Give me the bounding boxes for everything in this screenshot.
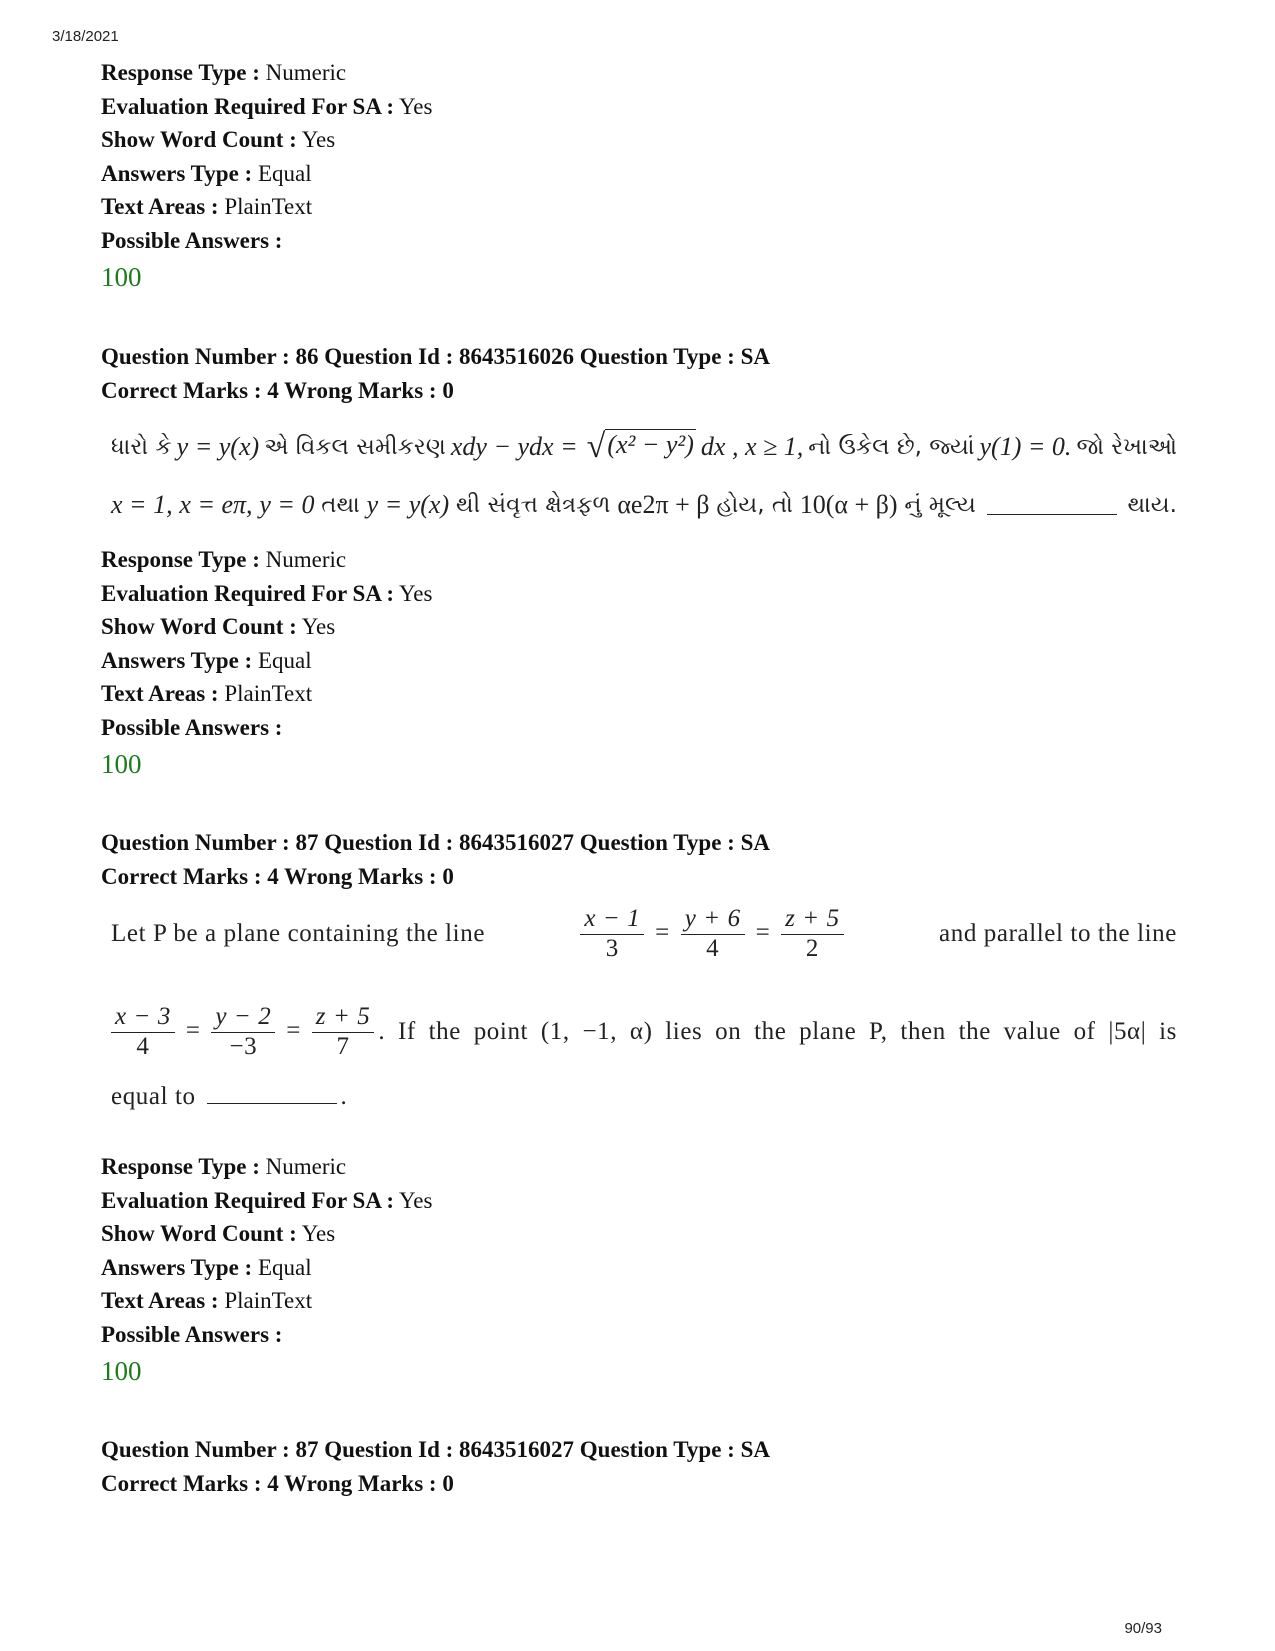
- answers-type-row: [101, 157, 432, 191]
- possible-answers-label: Possible Answers :: [101, 227, 283, 253]
- word-count-label: Show Word Count :: [101, 614, 297, 639]
- word-count-label: Show Word Count :: [101, 127, 297, 152]
- q87-l1-frac-3: [781, 905, 844, 964]
- q86-l1-b: y = y(x): [176, 432, 260, 461]
- evaluation-row: [101, 90, 432, 124]
- q87-l2-a: . If the point (1, −1, α) lies on the plane P, then the value of |5α| is: [378, 1018, 1177, 1046]
- q87-header: Question Number : 87 Question Id : 8643516027 Question Type : SA: [101, 830, 770, 855]
- q87b-header-block: [101, 1433, 770, 1500]
- q86-l2-e: y = y(x): [366, 490, 450, 519]
- q86-meta: [101, 543, 432, 782]
- q86-l2-f: થી સંવૃત્ત ક્ષેત્રફળ: [455, 492, 611, 518]
- q87-l2-frac-3-den: 7: [336, 1032, 350, 1060]
- word-count-value: Yes: [301, 127, 336, 152]
- q87-l2-frac-1: [111, 1003, 175, 1062]
- q86-l2-h: હોય, તો: [716, 492, 793, 518]
- q87-l2-frac-1-num: x − 3: [111, 1003, 175, 1033]
- evaluation-value: Yes: [399, 1187, 433, 1213]
- equals-sign: =: [286, 1016, 301, 1044]
- q86-l1-c: એ વિકલ સમીકરણ: [264, 434, 446, 460]
- equals-sign: =: [655, 918, 670, 946]
- q86-l2-d: તથા: [321, 492, 360, 518]
- possible-answer-value: 100: [101, 1356, 142, 1386]
- q86-l1-f: dx , x ≥ 1,: [700, 432, 804, 461]
- evaluation-label: Evaluation Required For SA :: [101, 1187, 395, 1213]
- word-count-row: [101, 610, 432, 644]
- q86-l1-i: જો રેખાઓ: [1076, 434, 1177, 460]
- evaluation-label: Evaluation Required For SA :: [101, 93, 395, 119]
- answers-type-row: [101, 1251, 432, 1285]
- q86-l2-a: x = 1,: [111, 490, 173, 519]
- q87-l1-a: Let P be a plane containing the line: [111, 920, 486, 948]
- q86-header: Question Number : 86 Question Id : 8643516026 Question Type : SA: [101, 344, 770, 369]
- answers-type-value: Equal: [257, 647, 312, 673]
- possible-answers-label: Possible Answers :: [101, 714, 283, 740]
- q87-l1-frac-3-num: z + 5: [781, 905, 844, 935]
- text-areas-row: [101, 190, 432, 224]
- word-count-value: Yes: [301, 614, 336, 639]
- radical-sign-icon: √: [586, 428, 606, 465]
- response-type-row: [101, 1150, 432, 1184]
- response-type-label: Response Type :: [101, 547, 260, 572]
- q87-l3-a: equal to: [111, 1083, 196, 1110]
- text-areas-value: PlainText: [224, 194, 313, 219]
- equals-sign: =: [185, 1016, 201, 1044]
- q86-line-2: [111, 490, 1177, 520]
- evaluation-value: Yes: [399, 580, 433, 606]
- q87-l1-frac-3-den: 2: [805, 934, 819, 962]
- q87-l2-frac-2-num: y − 2: [211, 1003, 275, 1033]
- q86-marks: Correct Marks : 4 Wrong Marks : 0: [101, 377, 454, 403]
- evaluation-row: [101, 577, 432, 611]
- q87-header-block: [101, 826, 770, 893]
- q87-l2-equation: [111, 1003, 378, 1062]
- q87-l1-equation: [576, 905, 847, 964]
- q87-l3-b: .: [340, 1083, 348, 1110]
- q87b-header: Question Number : 87 Question Id : 8643516027 Question Type : SA: [101, 1437, 770, 1462]
- q86-line-1: [111, 428, 1177, 466]
- print-date: 3/18/2021: [52, 28, 119, 45]
- answers-type-label: Answers Type :: [101, 647, 253, 673]
- possible-answers-label: Possible Answers :: [101, 1321, 283, 1347]
- q87-line-2: [111, 1003, 1177, 1062]
- q87-l2-frac-3: [312, 1003, 375, 1062]
- q86-l2-k: થાય.: [1127, 492, 1177, 518]
- q87-marks: Correct Marks : 4 Wrong Marks : 0: [101, 863, 454, 889]
- q87-l1-frac-2-num: y + 6: [681, 905, 745, 935]
- q87-l1-b: and parallel to the line: [939, 920, 1177, 948]
- word-count-row: [101, 1217, 432, 1251]
- q86-l1-g: નો ઉકેલ છે, જ્યાં: [808, 434, 975, 460]
- evaluation-label: Evaluation Required For SA :: [101, 580, 395, 606]
- text-areas-row: [101, 1284, 432, 1318]
- response-type-value: Numeric: [265, 1154, 347, 1179]
- text-areas-value: PlainText: [224, 681, 313, 706]
- possible-answers-row: [101, 711, 432, 745]
- q86-l2-b: x = eπ,: [179, 490, 253, 519]
- text-areas-label: Text Areas :: [101, 1288, 219, 1313]
- evaluation-value: Yes: [399, 93, 433, 119]
- q86-l1-d: xdy − ydx =: [450, 432, 578, 461]
- possible-answers-row: [101, 224, 432, 258]
- q87-line-1: [111, 905, 1177, 964]
- q87-l1-frac-1: [580, 905, 644, 964]
- answers-type-value: Equal: [257, 160, 312, 186]
- possible-answer-value: 100: [101, 262, 142, 292]
- q87b-marks: Correct Marks : 4 Wrong Marks : 0: [101, 1470, 454, 1496]
- answers-type-label: Answers Type :: [101, 1254, 253, 1280]
- q87-l1-frac-1-den: 3: [605, 934, 619, 962]
- q87-line-3: [111, 1083, 347, 1111]
- q86-l2-j: નું મૂલ્ય: [904, 492, 976, 518]
- q86-l2-c: y = 0: [259, 490, 315, 519]
- q87-l1-frac-2: [681, 905, 745, 964]
- q87-answer-blank: [207, 1085, 337, 1104]
- possible-answer-value: 100: [101, 749, 142, 779]
- word-count-row: [101, 123, 432, 157]
- page-number: 90/93: [1124, 1620, 1162, 1637]
- answers-type-label: Answers Type :: [101, 160, 253, 186]
- text-areas-label: Text Areas :: [101, 194, 219, 219]
- response-type-label: Response Type :: [101, 1154, 260, 1179]
- response-type-value: Numeric: [265, 60, 347, 85]
- answers-type-value: Equal: [257, 1254, 312, 1280]
- q87-meta: [101, 1150, 432, 1389]
- prev-question-meta: [101, 56, 432, 295]
- q86-l1-a: ધારો કે: [111, 434, 172, 460]
- q86-l2-i: 10(α + β): [799, 490, 898, 519]
- q87-l1-frac-1-num: x − 1: [580, 905, 644, 935]
- word-count-value: Yes: [301, 1221, 336, 1246]
- q87-l2-frac-2-den: −3: [229, 1032, 258, 1060]
- text-areas-label: Text Areas :: [101, 681, 219, 706]
- response-type-value: Numeric: [265, 547, 347, 572]
- q86-l2-g: αe2π + β: [617, 490, 710, 519]
- answers-type-row: [101, 644, 432, 678]
- word-count-label: Show Word Count :: [101, 1221, 297, 1246]
- q87-l2-frac-1-den: 4: [136, 1032, 150, 1060]
- q86-l1-e: (x² − y²): [607, 430, 694, 459]
- text-areas-row: [101, 677, 432, 711]
- q87-l2-frac-2: [211, 1003, 275, 1062]
- response-type-row: [101, 56, 432, 90]
- evaluation-row: [101, 1184, 432, 1218]
- q87-l2-frac-3-num: z + 5: [312, 1003, 375, 1033]
- response-type-row: [101, 543, 432, 577]
- q87-l1-frac-2-den: 4: [706, 934, 720, 962]
- response-type-label: Response Type :: [101, 60, 260, 85]
- q86-header-block: [101, 340, 770, 407]
- possible-answers-row: [101, 1318, 432, 1352]
- q86-answer-blank: [987, 496, 1117, 515]
- text-areas-value: PlainText: [224, 1288, 313, 1313]
- q86-l1-h: y(1) = 0.: [979, 432, 1072, 461]
- equals-sign: =: [755, 918, 771, 946]
- q86-sqrt: [583, 428, 696, 466]
